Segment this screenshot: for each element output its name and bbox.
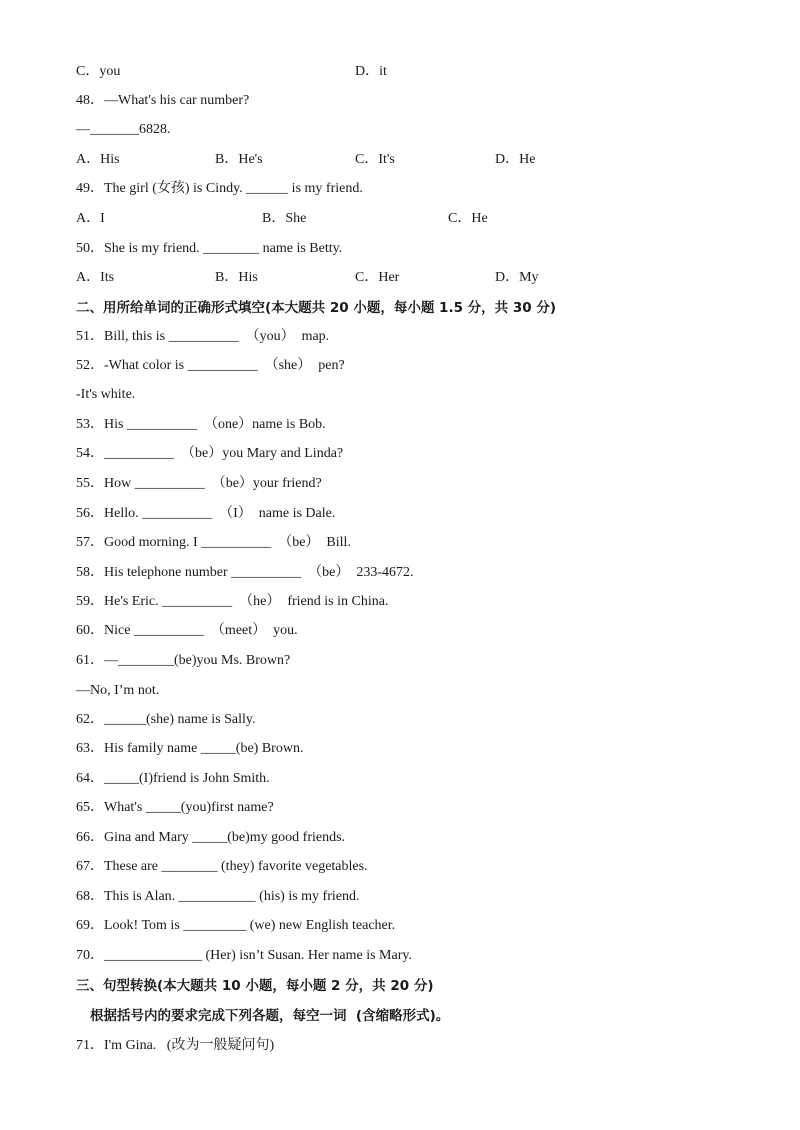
q71-stem: 71．I'm Gina. (改为一般疑问句) [76, 1038, 275, 1053]
q48-stem: 48．—What's his car number? [76, 93, 250, 108]
q48-answer-line: —_______6828. [76, 122, 171, 137]
list-item: 51．Bill, this is __________ （you） map. [76, 329, 330, 344]
list-item: 55．How __________ （be）your friend? [76, 476, 322, 491]
q50-option-b: B．His [215, 270, 258, 285]
list-item: 52．-What color is __________ （she） pen? [76, 358, 345, 373]
list-item: 56．Hello. __________ （I） name is Dale. [76, 506, 336, 521]
list-item: 63．His family name _____(be) Brown. [76, 741, 304, 756]
list-item: 70．______________ (Her) isn’t Susan. Her name is Mary. [76, 948, 412, 963]
q50-option-a: A．Its [76, 270, 115, 285]
q48-option-c: C．It's [355, 152, 395, 167]
q47-option-d: D．it [355, 64, 387, 79]
list-item: 61．—________(be)you Ms. Brown? [76, 653, 291, 668]
q47-option-c: C．you [76, 64, 121, 79]
section-3-instruction: 根据括号内的要求完成下列各题，每空一词 (含缩略形式)。 [90, 1008, 450, 1024]
list-item: 58．His telephone number __________ （be） 233-4672. [76, 565, 414, 580]
list-item: 66．Gina and Mary _____(be)my good friends. [76, 830, 346, 845]
list-item: 65．What's _____(you)first name? [76, 800, 274, 815]
list-item: 60．Nice __________ （meet） you. [76, 623, 298, 638]
list-item: —No, I’m not. [76, 683, 160, 698]
q50-stem: 50．She is my friend. ________ name is Betty. [76, 241, 343, 256]
q48-option-a: A．His [76, 152, 120, 167]
list-item: 67．These are ________ (they) favorite vegetables. [76, 859, 368, 874]
list-item: 59．He's Eric. __________ （he） friend is in China. [76, 594, 389, 609]
list-item: 69．Look! Tom is _________ (we) new English teacher. [76, 918, 396, 933]
section-3-title: 三、句型转换(本大题共 10 小题，每小题 2 分，共 20 分) [76, 978, 434, 994]
q50-option-c: C．Her [355, 270, 400, 285]
section-2-title: 二、用所给单词的正确形式填空(本大题共 20 小题，每小题 1.5 分，共 30 分) [76, 300, 557, 316]
list-item: -It's white. [76, 387, 136, 402]
list-item: 64．_____(I)friend is John Smith. [76, 771, 270, 786]
q49-option-b: B．She [262, 211, 307, 226]
list-item: 57．Good morning. I __________ （be） Bill. [76, 535, 351, 550]
q50-option-d: D．My [495, 270, 539, 285]
list-item: 68．This is Alan. ___________ (his) is my friend. [76, 889, 360, 904]
list-item: 62．______(she) name is Sally. [76, 712, 256, 727]
list-item: 54．__________ （be）you Mary and Linda? [76, 446, 344, 461]
list-item: 53．His __________ （one）name is Bob. [76, 417, 326, 432]
q49-option-c: C．He [448, 211, 488, 226]
q48-option-d: D．He [495, 152, 536, 167]
q49-option-a: A．I [76, 211, 105, 226]
q48-option-b: B．He's [215, 152, 263, 167]
q49-stem: 49．The girl (女孩) is Cindy. ______ is my friend. [76, 181, 363, 196]
